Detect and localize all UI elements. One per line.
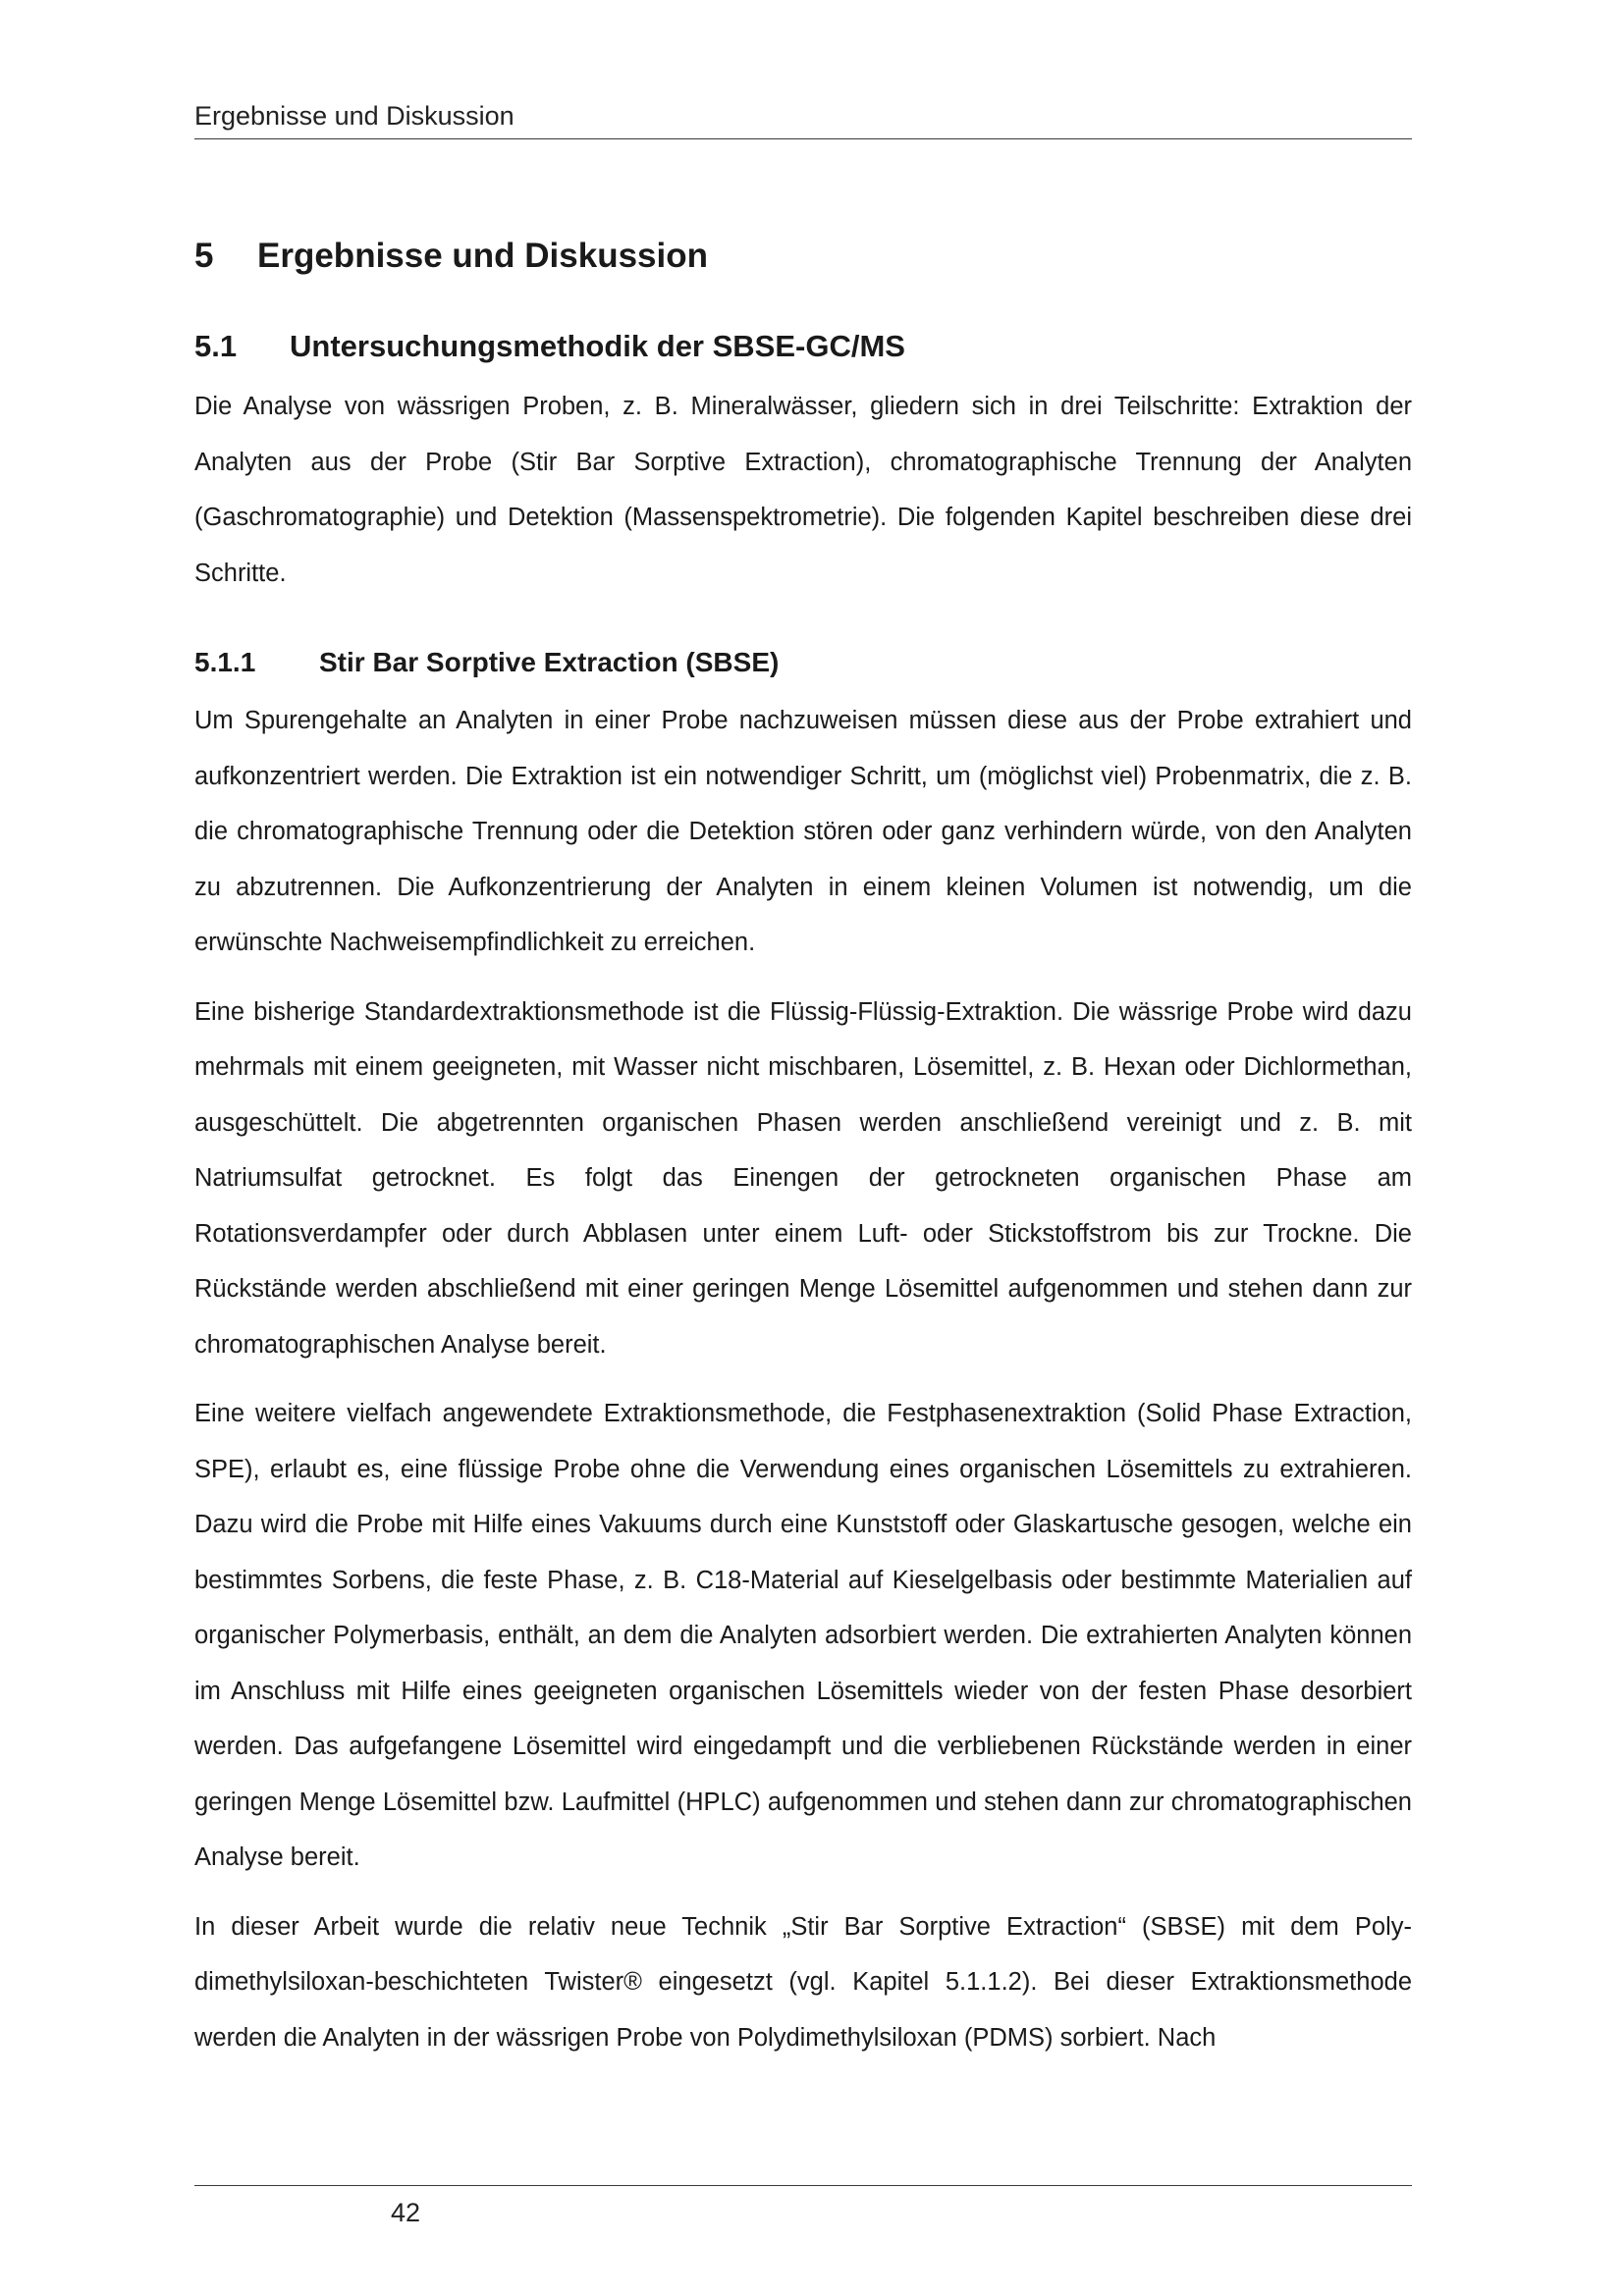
running-header <box>194 98 1412 139</box>
footer-rule <box>194 2185 1412 2186</box>
page-content <box>194 232 1412 2079</box>
subsection-paragraph-4: In dieser Arbeit wurde die relativ neue Technik „Stir Bar Sorptive Extraction“ (SBSE) mit dem Polydimethylsiloxan-beschichteten Twister® eingesetzt (vgl. Kapitel 5.1.1.2). Bei dieser Extraktionsmethode werden die Analyten in der wässrigen Probe von Polydimethylsiloxan (PDMS) sorbiert. Nach <box>194 1912 1412 2052</box>
subsection-paragraph-1: Um Spurengehalte an Analyten in einer Probe nachzuweisen müssen diese aus der Probe extrahiert und aufkonzentriert werden. Die Extraktion ist ein notwendiger Schritt, um (möglichst viel) Probenmatrix, die z. B. die chromatographische Trennung oder die Detektion stören oder ganz verhindern würde, von den Analyten zu abzutrennen. Die Aufkonzentrierung der Analyten in einem kleinen Volumen ist notwendig, um die erwünschte Nachweisempfindlichkeit zu erreichen. <box>194 707 1412 956</box>
subsection-paragraph-2: Eine bisherige Standardextraktionsmethode ist die Flüssig-Flüssig-Extraktion. Die wässrige Probe wird dazu mehrmals mit einem geeigneten, mit Wasser nicht mischbaren, Lösemittel, z. B. Hexan oder Dichlormethan, ausgeschüttelt. Die abgetrennten organischen Phasen werden anschließend vereinigt und z. B. mit Natriumsulfat getrocknet. Es folgt das Einengen der getrockneten organischen Phase am Rotationsverdampfer oder durch Abblasen unter einem Luft- oder Stickstoffstrom bis zur Trockne. Die Rückstände werden abschließend mit einer geringen Menge Lösemittel aufgenommen und stehen dann zur chromatographischen Analyse bereit. <box>194 997 1412 1359</box>
chapter-number: 5 <box>194 237 214 275</box>
section-paragraph-1: Die Analyse von wässrigen Proben, z. B. Mineralwässer, gliedern sich in drei Teilschritte: Extraktion der Analyten aus der Probe (Stir Bar Sorptive Extraction), chromatographische Trennung der Analyten (Gaschromatographie) und Detektion (Massenspektrometrie). Die folgenden Kapitel beschreiben diese drei Schritte. <box>194 393 1412 587</box>
subsection-title: Stir Bar Sorptive Extraction (SBSE) <box>319 647 780 677</box>
subsection-paragraph-3: Eine weitere vielfach angewendete Extraktionsmethode, die Festphasenextraktion (Solid Phase Extraction, SPE), erlaubt es, eine flüssige Probe ohne die Verwendung eines organischen Lösemittels zu extrahieren. Dazu wird die Probe mit Hilfe eines Vakuums durch eine Kunststoff oder Glaskartusche gesogen, welche ein bestimmtes Sorbens, die feste Phase, z. B. C18-Material auf Kieselgelbasis oder bestimmte Materialien auf organischer Polymerbasis, enthält, an dem die Analyten adsorbiert werden. Die extrahierten Analyten können im Anschluss mit Hilfe eines geeigneten organischen Lösemittels wieder von der festen Phase desorbiert werden. Das aufgefangene Lösemittel wird eingedampft und die verbliebenen Rückstände werden in einer geringen Menge Lösemittel bzw. Laufmittel (HPLC) aufgenommen und stehen dann zur chromatographischen Analyse bereit. <box>194 1400 1412 1871</box>
chapter-title: Ergebnisse und Diskussion <box>257 237 708 275</box>
running-header-title: Ergebnisse und Diskussion <box>194 101 514 131</box>
section-number: 5.1 <box>194 329 238 363</box>
subsection-number: 5.1.1 <box>194 647 256 677</box>
section-title: Untersuchungsmethodik der SBSE-GC/MS <box>290 329 905 363</box>
page-number: 42 <box>391 2198 421 2227</box>
chapter-heading <box>194 232 1412 281</box>
section-heading <box>194 324 1412 369</box>
subsection-heading <box>194 642 1412 683</box>
